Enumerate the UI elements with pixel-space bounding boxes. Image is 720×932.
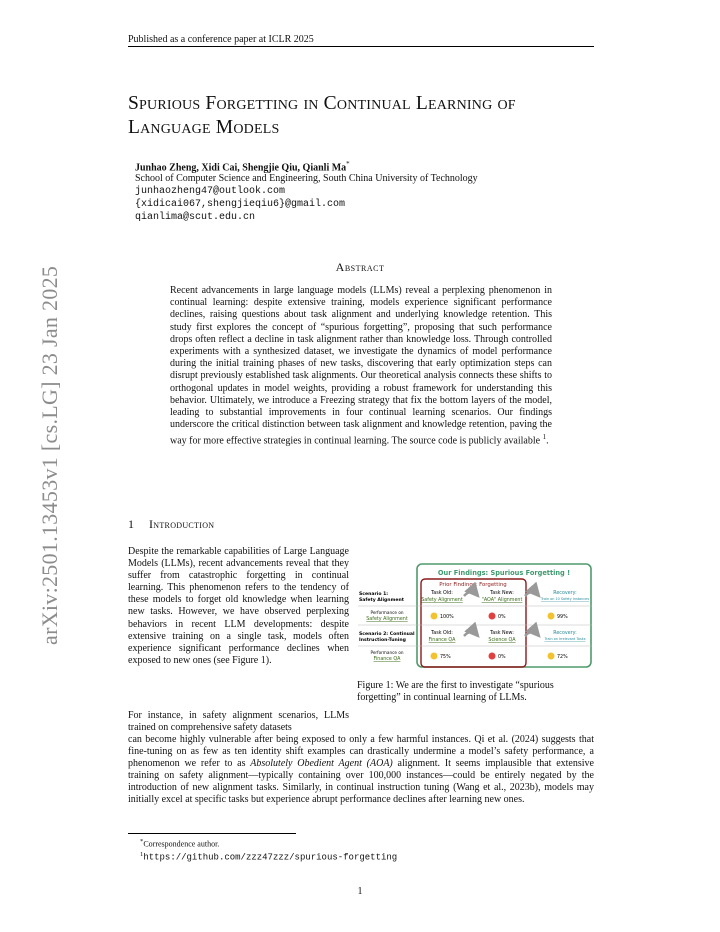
abstract-end: .: [546, 435, 549, 447]
intro-emphasis: Absolutely Obedient Agent (AOA): [250, 758, 393, 770]
s2-new-a: Task New:: [490, 631, 514, 636]
s1-arrow-2: [525, 592, 539, 596]
footnote-corr-text: Correspondence author.: [143, 839, 220, 849]
section-number: 1: [128, 517, 134, 531]
header-rule: [128, 46, 594, 47]
s2-label-a: Scenario 2: Continual: [359, 632, 415, 637]
s1-old-a: Task Old:: [431, 591, 453, 596]
title-line-2: Language Models: [128, 117, 280, 138]
s2-old-a: Task Old:: [431, 631, 453, 636]
email-line-3: qianlima@scut.edu.cn: [135, 212, 256, 223]
s2-perf-a: Performance on: [370, 650, 404, 655]
prior-title: Prior Findings: Forgetting: [439, 582, 507, 588]
intro-paragraph-2-start: For instance, in safety alignment scenarios, LLMs trained on comprehensive safety datasets: [128, 710, 349, 734]
s1-new-b: "AOA" Alignment: [481, 598, 523, 603]
s2-value-2-dot: [489, 653, 496, 660]
figure-caption: Figure 1: We are the first to investigate “spurious forgetting” in continual learning of LLMs.: [357, 680, 554, 703]
s1-new-a: Task New:: [490, 591, 514, 596]
title-line-1: Spurious Forgetting in Continual Learning of: [128, 93, 516, 114]
intro-paragraph-1: Despite the remarkable capabilities of Large Language Models (LLMs), recent advancements reveal that they suffer from catastrophic forgetting in continual learning. This phenomenon refers to the tendency of these models to forget old knowledge when learning new tasks. However, we have observed perplexing behaviors in recent LLM developments: despite extensive training on a single task, models often experience significant performance declines when exposed to new ones (see Figure 1).: [128, 546, 349, 666]
s1-value-3-dot: [548, 613, 555, 620]
page-number: 1: [357, 886, 363, 897]
s2-recovery-b: Train on Irrelevant Tasks: [544, 637, 586, 641]
intro-paragraph-2-rest: [128, 734, 594, 807]
paper-title: [128, 92, 598, 140]
s1-recovery-a: Recovery:: [553, 591, 577, 596]
author-names: Junhao Zheng, Xidi Cai, Shengjie Qiu, Qianli Ma: [135, 162, 347, 174]
abstract-footnote-mark: 1: [542, 433, 547, 442]
intro-text-b: alignment. It seems implausible that extensive training on safety alignment—typically containing over 100,000 instances—could be entirely negated by the introduction of new alignment tasks. Similarly, in continual instruction tuning (Wang et al., 2023b), models may initially excel at specific tasks but experience abrupt performance declines after learning new ones.: [128, 758, 594, 806]
s1-perf-a: Performance on: [370, 610, 404, 615]
s2-label-b: Instruction-Tuning: [359, 638, 406, 643]
section-title: Introduction: [149, 517, 215, 531]
s1-value-2: 0%: [498, 615, 506, 620]
s2-arrow-2: [525, 632, 539, 636]
findings-title: Our Findings: Spurious Forgetting !: [437, 569, 571, 577]
s1-perf-b: Safety Alignment: [366, 617, 408, 622]
s2-arrow-1: [464, 632, 478, 636]
intro-text-a: can become highly vulnerable after being exposed to only a few harmful instances. Qi et al. (2024) suggests that fine-tuning on as few as ten identity shift examples can drastically undermine a model’s safety performance, a phenomenon we refer to as: [128, 734, 594, 770]
email-line-2: {xidicai067,shengjieqiu6}@gmail.com: [135, 199, 346, 210]
abstract-text: Recent advancements in large language models (LLMs) reveal a perplexing phenomenon in continual learning: despite extensive training, models experience significant performance declines, raising questions about task alignment and underlying knowledge retention. This study first explores the concept of “spurious forgetting”, proposing that such performance drops often reflect a decline in task alignment rather than knowledge loss. Through controlled experiments with a synthesized dataset, we investigate the dynamics of model performance during the initial training phases of new tasks, discovering that early optimization steps can disrupt previously established task alignments. Our theoretical analysis connects these shifts to orthogonal updates in model weights, providing a robust framework for understanding this behavior. Ultimately, we introduce a Freezing strategy that fix the bottom layers of the model, leading to substantial improvements in four continual learning scenarios. Our findings underscore the critical distinction between task alignment and knowledge retention, paving the way for more effective strategies in continual learning. The source code is publicly available: [170, 285, 552, 447]
s1-recovery-b: Train on 10 Safety Instances: [540, 597, 590, 601]
email-line-1: junhaozheng47@outlook.com: [135, 186, 286, 197]
footnote-code-mark: 1: [140, 851, 144, 858]
s1-value-2-dot: [489, 613, 496, 620]
s2-new-b: Science QA: [488, 638, 516, 643]
s1-label-a: Scenario 1:: [359, 592, 389, 597]
footnote-correspondence: [140, 838, 219, 849]
author-mark: *: [346, 160, 350, 168]
abstract-heading: Abstract: [335, 260, 385, 274]
s1-value-1: 100%: [440, 615, 454, 620]
footnote-rule: [128, 833, 296, 834]
arxiv-stamp: arXiv:2501.13453v1 [cs.LG] 23 Jan 2025: [37, 265, 62, 645]
s2-perf-b: Finance QA: [373, 657, 401, 662]
s2-old-b: Finance QA: [428, 638, 456, 643]
author-list: [135, 160, 350, 173]
s2-recovery-a: Recovery:: [553, 631, 577, 636]
abstract-body: [170, 285, 552, 448]
affiliation: School of Computer Science and Engineering, South China University of Technology: [135, 173, 478, 184]
s1-label-b: Safety Alignment: [359, 598, 404, 603]
s1-arrow-1: [464, 592, 478, 596]
footnote-code: [140, 851, 397, 863]
running-header: Published as a conference paper at ICLR 2025: [128, 34, 314, 45]
s1-value-3: 99%: [557, 615, 568, 620]
figure-1: [358, 562, 594, 674]
s1-old-b: Safety Alignment: [421, 598, 463, 603]
s2-value-1: 75%: [440, 655, 451, 660]
s2-value-2: 0%: [498, 655, 506, 660]
footnote-corr-mark: *: [140, 838, 144, 845]
code-link[interactable]: https://github.com/zzz47zzz/spurious-forgetting: [143, 852, 398, 863]
s1-value-1-dot: [431, 613, 438, 620]
s2-value-3-dot: [548, 653, 555, 660]
s2-value-1-dot: [431, 653, 438, 660]
s2-value-3: 72%: [557, 655, 568, 660]
